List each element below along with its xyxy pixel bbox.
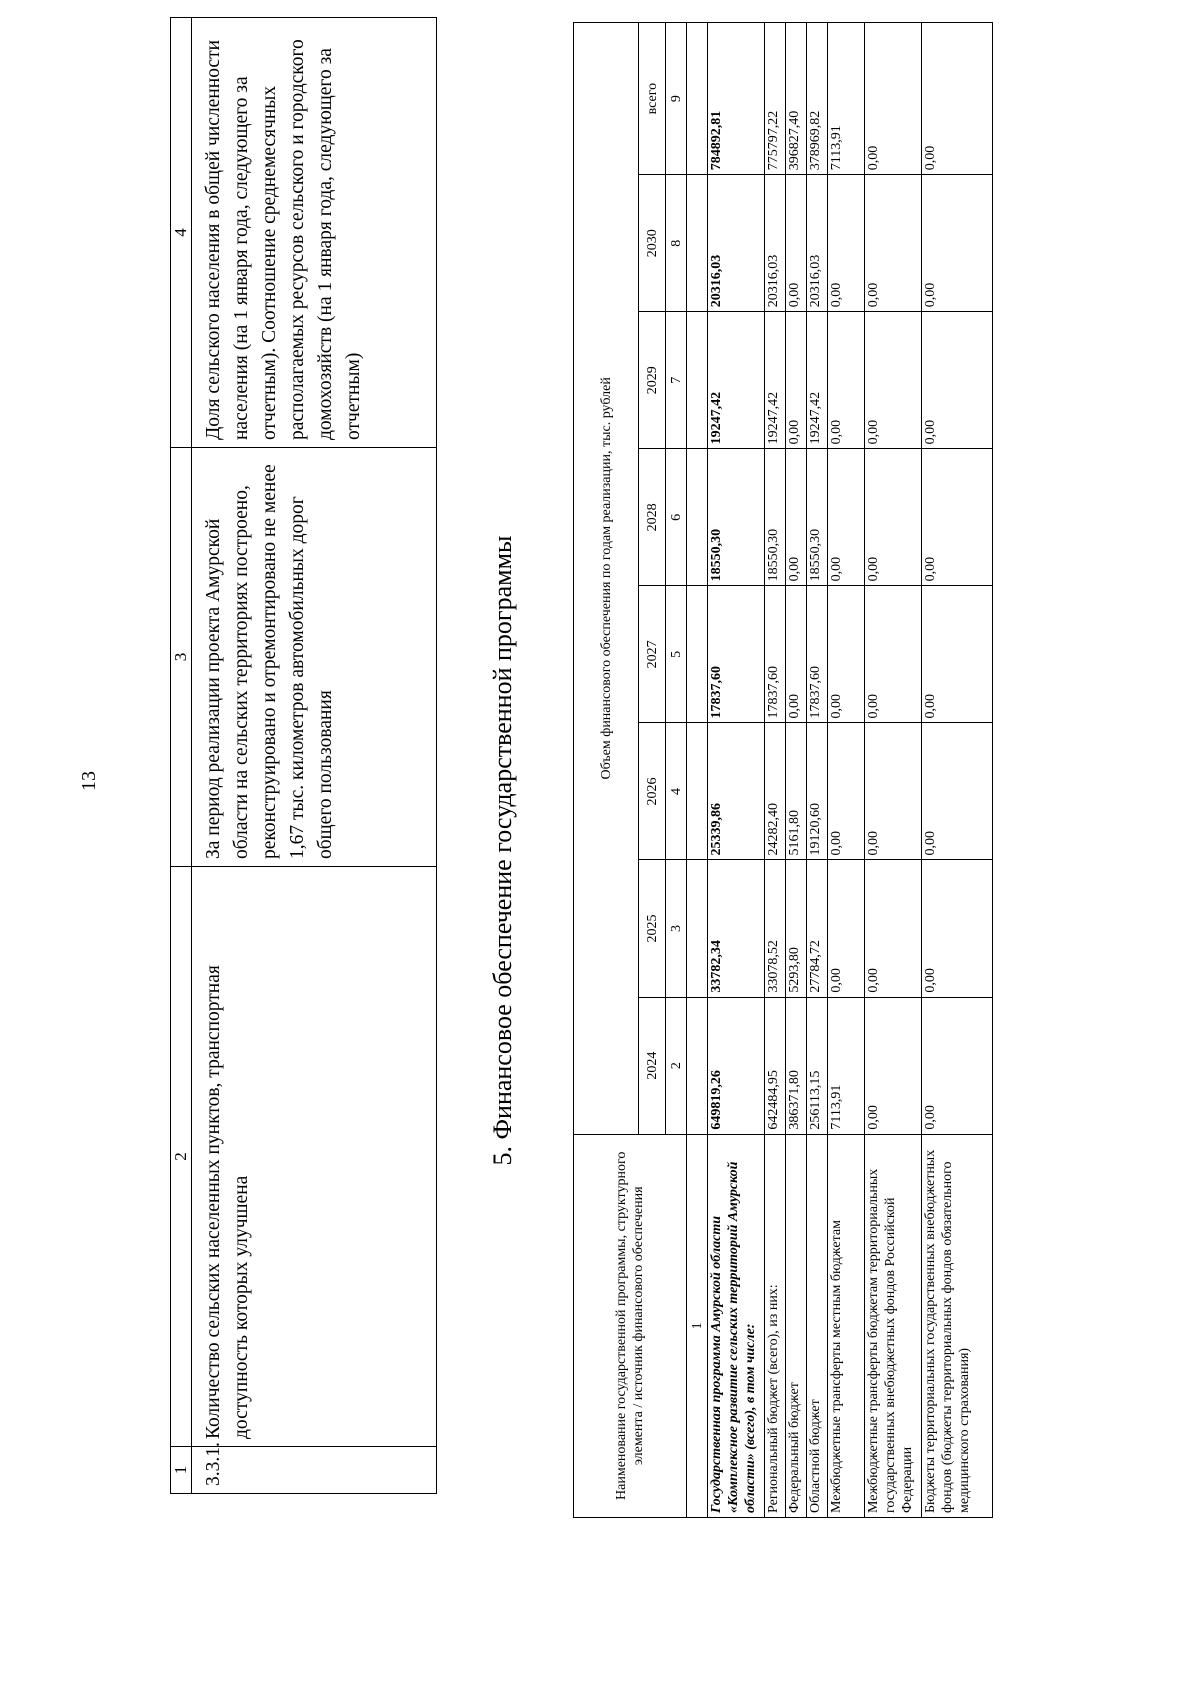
row-value: 0,00	[828, 586, 865, 723]
column-number: 3	[171, 448, 192, 867]
table-row	[192, 18, 437, 1494]
row-value: 27784,72	[807, 860, 828, 997]
row-value: 5293,80	[786, 860, 807, 997]
column-number: 2	[171, 867, 192, 1447]
row-value: 17837,60	[807, 586, 828, 723]
total-header: всего	[639, 23, 666, 175]
row-value: 24282,40	[765, 723, 786, 860]
row-value: 0,00	[828, 312, 865, 449]
row-name: Количество сельских населенных пунктов, транспортная доступность которых улучшена	[192, 867, 437, 1447]
row-value: 0,00	[828, 449, 865, 586]
row-value: 0,00	[865, 312, 922, 449]
year-header: 2030	[639, 175, 666, 312]
column-number: 8	[666, 175, 687, 312]
row-value: 0,00	[786, 586, 807, 723]
row-links: Доля сельского населения в общей численности населения (на 1 января года, следующего за отчетным). Соотношение среднемесячных располагаемых ресурсов сельского и городского домохозяйств (на 1 января года, следующего за отчетным)	[192, 18, 437, 448]
row-value: 378969,82	[807, 23, 828, 175]
row-value: 0,00	[865, 997, 922, 1134]
row-value: 18550,30	[708, 449, 765, 586]
row-value: 0,00	[922, 23, 993, 175]
row-value: 0,00	[922, 449, 993, 586]
row-value: 0,00	[865, 23, 922, 175]
row-value: 0,00	[828, 723, 865, 860]
row-label: Бюджеты территориальных государственных внебюджетных фондов (бюджеты территориальных фондов обязательного медицинского страхования)	[922, 1134, 993, 1517]
row-value: 0,00	[865, 860, 922, 997]
column-number: 1	[687, 1134, 708, 1517]
column-number: 5	[666, 586, 687, 723]
row-value: 0,00	[865, 175, 922, 312]
row-value: 0,00	[865, 449, 922, 586]
row-value: 0,00	[922, 175, 993, 312]
name-header: Наименование государственной программы, структурного элемента / источник финансового обеспечения	[574, 1134, 687, 1517]
row-value: 0,00	[865, 723, 922, 860]
row-value: 649819,26	[708, 997, 765, 1134]
row-value: 18550,30	[807, 449, 828, 586]
row-value: 19247,42	[765, 312, 786, 449]
year-header: 2028	[639, 449, 666, 586]
year-header: 2024	[639, 997, 666, 1134]
row-value: 0,00	[922, 586, 993, 723]
row-result: За период реализации проекта Амурской области на сельских территориях построено, реконструировано и отремонтировано не менее 1,67 тыс. километров автомобильных дорог общего пользования	[192, 448, 437, 867]
row-value: 256113,15	[807, 997, 828, 1134]
finance-table-caption-row	[574, 23, 639, 1518]
row-value: 19247,42	[708, 312, 765, 449]
row-value: 25339,86	[708, 723, 765, 860]
row-value: 0,00	[922, 312, 993, 449]
row-label: Государственная программа Амурской области «Комплексное развитие сельских территорий Амурской области» (всего), в том числе:	[708, 1134, 765, 1517]
row-value: 0,00	[786, 312, 807, 449]
row-value: 396827,40	[786, 23, 807, 175]
row-value: 0,00	[786, 175, 807, 312]
year-header: 2026	[639, 723, 666, 860]
row-value: 386371,80	[786, 997, 807, 1134]
row-value: 0,00	[922, 860, 993, 997]
column-number-row	[687, 23, 708, 1518]
row-value: 20316,03	[807, 175, 828, 312]
indicator-table	[170, 17, 437, 1494]
row-label: Региональный бюджет (всего), из них:	[765, 1134, 786, 1517]
row-value: 17837,60	[708, 586, 765, 723]
row-value: 642484,95	[765, 997, 786, 1134]
column-number: 3	[666, 860, 687, 997]
year-header: 2025	[639, 860, 666, 997]
row-code: 3.3.1.	[192, 1447, 437, 1494]
column-number: 4	[666, 723, 687, 860]
year-header: 2029	[639, 312, 666, 449]
column-number: 2	[666, 997, 687, 1134]
row-value: 775797,22	[765, 23, 786, 175]
row-value: 784892,81	[708, 23, 765, 175]
row-value: 20316,03	[765, 175, 786, 312]
row-value: 0,00	[828, 860, 865, 997]
column-number: 4	[171, 18, 192, 448]
column-number: 9	[666, 23, 687, 175]
row-label: Межбюджетные трансферты местным бюджетам	[828, 1134, 865, 1517]
row-value: 18550,30	[765, 449, 786, 586]
row-label: Межбюджетные трансферты бюджетам территориальных государственных внебюджетных фондов Российской Федерации	[865, 1134, 922, 1517]
row-value: 33078,52	[765, 860, 786, 997]
row-value: 19120,60	[807, 723, 828, 860]
row-value: 0,00	[922, 723, 993, 860]
volume-header: Объем финансового обеспечения по годам реализации, тыс. рублей	[574, 23, 639, 1135]
row-value: 0,00	[865, 586, 922, 723]
indicator-table-header	[171, 18, 192, 1494]
table-row	[708, 23, 765, 1518]
column-number: 7	[666, 312, 687, 449]
row-label: Федеральный бюджет	[786, 1134, 807, 1517]
page-number: 13	[78, 771, 100, 791]
finance-table	[573, 22, 993, 1518]
year-header: 2027	[639, 586, 666, 723]
row-value: 7113,91	[828, 997, 865, 1134]
table-row	[765, 23, 786, 1518]
row-value: 20316,03	[708, 175, 765, 312]
section-title: 5. Финансовое обеспечение государственной программы	[488, 535, 517, 1166]
table-row	[865, 23, 922, 1518]
row-value: 33782,34	[708, 860, 765, 997]
row-value: 0,00	[786, 449, 807, 586]
column-number: 6	[666, 449, 687, 586]
table-row	[807, 23, 828, 1518]
row-value: 19247,42	[807, 312, 828, 449]
row-value: 5161,80	[786, 723, 807, 860]
row-value: 17837,60	[765, 586, 786, 723]
table-row	[922, 23, 993, 1518]
table-row	[786, 23, 807, 1518]
row-value: 0,00	[922, 997, 993, 1134]
row-value: 7113,91	[828, 23, 865, 175]
row-label: Областной бюджет	[807, 1134, 828, 1517]
row-value: 0,00	[828, 175, 865, 312]
table-row	[828, 23, 865, 1518]
column-number: 1	[171, 1447, 192, 1494]
